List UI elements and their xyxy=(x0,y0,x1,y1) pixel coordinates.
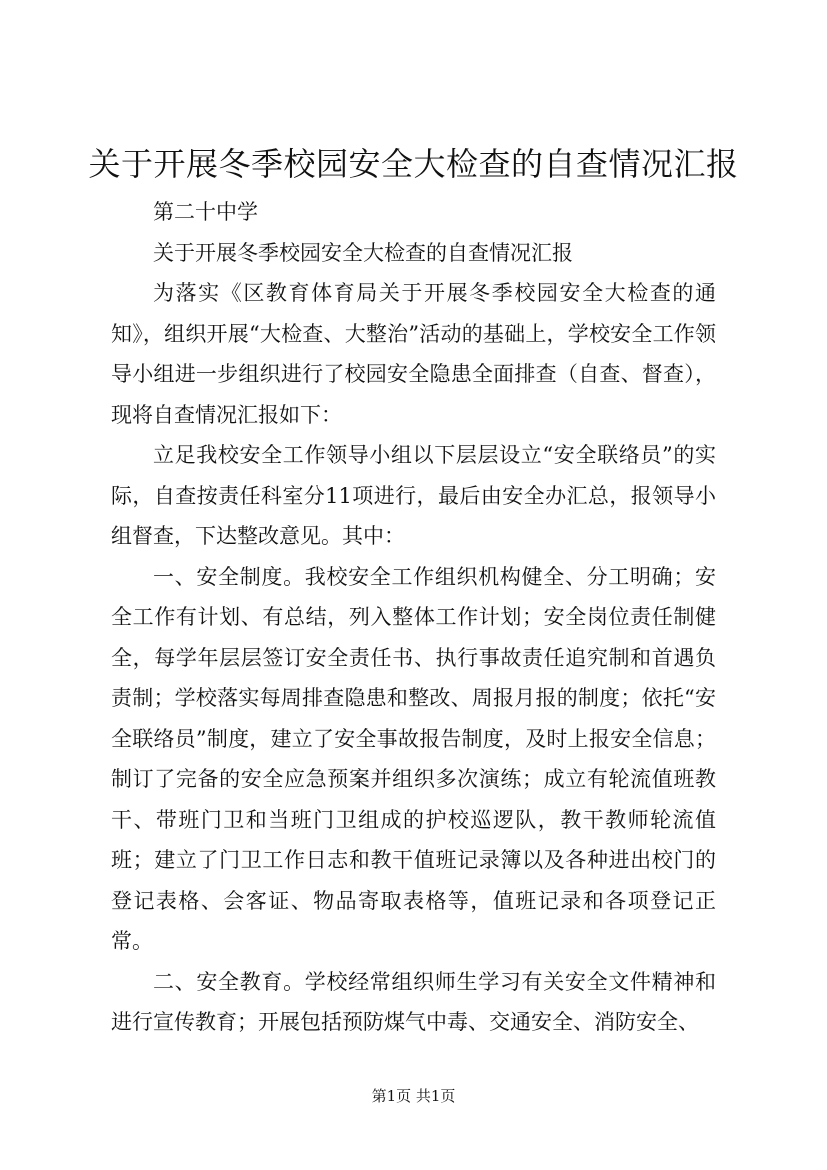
document-title: 关于开展冬季校园安全大检查的自查情况汇报 xyxy=(88,145,739,183)
page-footer: 第1页 共1页 xyxy=(371,1087,456,1105)
safety-system-paragraph: 一、安全制度。我校安全工作组织机构健全、分工明确；安全工作有计划、有总结，列入整体工作计划；安全岗位责任制健全，每学年层层签订安全责任书、执行事故责任追究制和首遇负责制；学校落实每周排查隐患和整改、周报月报的制度；依托“安全联络员”制度，建立了安全事故报告制度，及时上报安全信息；制订了完备的安全应急预案并组织多次演练；成立有轮流值班教干、带班门卫和当班门卫组成的护校巡逻队，教干教师轮流值班；建立了门卫工作日志和教干值班记录簿以及各种进出校门的登记表格、会客证、物品寄取表格等，值班记录和各项登记正常。 xyxy=(111,564,716,953)
overview-paragraph: 立足我校安全工作领导小组以下层层设立“安全联络员”的实际，自查按责任科室分11项进行，最后由安全办汇总，报领导小组督查，下达整改意见。其中： xyxy=(111,443,716,548)
document-body xyxy=(111,192,716,1043)
subtitle-paragraph: 关于开展冬季校园安全大检查的自查情况汇报 xyxy=(153,240,573,265)
intro-paragraph: 为落实《区教育体育局关于开展冬季校园安全大检查的通知》，组织开展“大检查、大整治”活动的基础上，学校安全工作领导小组进一步组织进行了校园安全隐患全面排查（自查、督查），现将自查情况汇报如下： xyxy=(111,281,716,427)
safety-education-paragraph: 二、安全教育。学校经常组织师生学习有关安全文件精神和进行宣传教育；开展包括预防煤气中毒、交通安全、消防安全、 xyxy=(111,969,716,1034)
school-name-paragraph: 第二十中学 xyxy=(153,200,258,224)
